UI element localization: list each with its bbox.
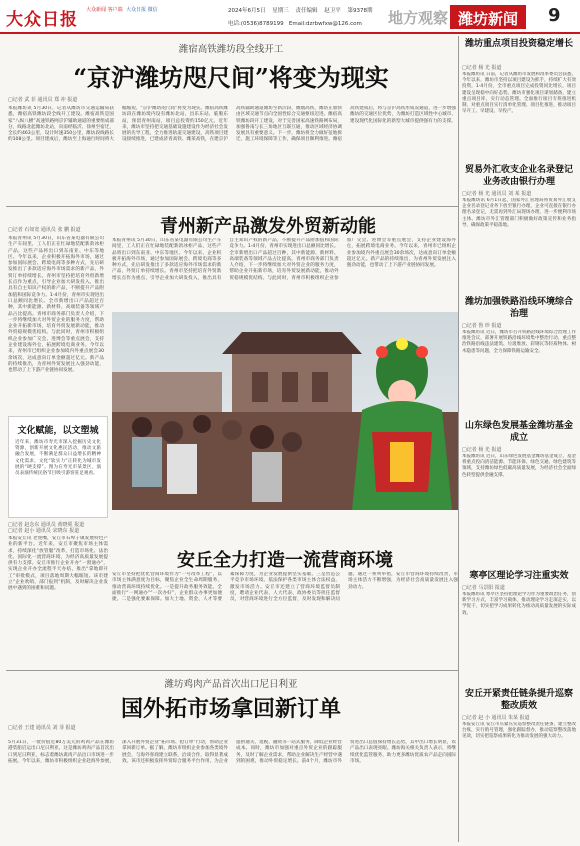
article5-body: 5月31日，一批价值近80万美元的鸡肉产品在潍坊港装船启运出口尼日利亚，这是潍坊鸡肉产品首次出口到尼日利亚，标志着潍坊禽肉产品出口市场进一步拓展。今年以来，潍坊市积极组织企业赴海外参展，深入开展外贸企业“拓市场、抢订单”行动，帮助企业拿回新订单。据了解，潍坊市组织企业参加各类境外展会，与海外客商建立联系，洽谈合作，取得显著成效。该市还积极发挥外贸综合服务平台作用，为企业提供通关、退税、融资等一站式服务，降低企业经营成本。同时，潍坊市加强对重点外贸企业的跟踪服务，及时了解企业需求，帮助企业解决生产经营中遇到的困难，推动外贸稳定增长。前4个月，潍坊市外贸进出口总值保持增长态势，其中出口增长明显，农产品出口表现亮眼。潍坊海关相关负责人表示，将继续优化监管服务，助力更多潍坊优质农产品走向国际市场。 bbox=[8, 740, 456, 764]
section-label-secondary: 地方观察 bbox=[388, 9, 449, 27]
right-item-2-title: 贸易外汇收支企业名录登记业务改由银行办理 bbox=[464, 165, 573, 187]
right-item-5-byline: □记者 马景阳 报道 bbox=[462, 585, 505, 591]
right-item-3-title: 潍坊加强铁路沿线环境综合治理 bbox=[464, 297, 573, 319]
issue-info bbox=[228, 6, 373, 14]
issue-date: 2024年6月5日 bbox=[228, 8, 266, 14]
article3-byline: □记者 赵小 通讯员 宋晓东 报道 bbox=[8, 528, 80, 534]
photo-credit: □记者 赵念东 通讯员 黄晓冕 报道 bbox=[8, 522, 85, 528]
contact-info bbox=[228, 19, 362, 27]
photo-caption-box bbox=[8, 416, 108, 518]
article4-body: 安丘市坚持把优化营商环境作为“一号改革工程”，以市场主体满意度为目标，聚焦企业全生命周期服务，推动营商环境持续优化。一是提升政务服务效能。全面推行“一网通办”“一次办好”，企业群众办事更加便捷。二是强化要素保障。加大土地、资金、人才等要素保障力度，为企业发展提供坚实基础。三是营造公平竞争市场环境。依法保护各类市场主体合法权益，激发市场活力。安丘市还建立了营商环境监督员制度，聘请企业代表、人大代表、政协委员等担任监督员，对营商环境进行全方位监督，及时发现和解决问题。通过一系列举措，安丘市营商环境持续改善，市场主体活力不断增强，为经济社会高质量发展注入强劲动力。 bbox=[112, 572, 458, 603]
article2-byline: □记者 石如宽 通讯员 张 鹏 报道 bbox=[8, 227, 81, 233]
article5-kicker: 潍坊鸡肉产品首次出口尼日利亚 bbox=[164, 679, 298, 690]
contact-phone: 电话:(0536)8789199 bbox=[228, 21, 284, 27]
article4-headline: 安丘全力打造一流营商环境 bbox=[177, 550, 393, 571]
column-divider bbox=[458, 36, 459, 842]
section-label: 潍坊新闻 bbox=[450, 5, 526, 29]
issue-edition: 第9378期 bbox=[347, 8, 373, 14]
article2-body-col1: 本报青州讯 5月30日，山东省某电器有限公司生产车间里，工人们正在忙碌地装配新款冰柜产品，这些产品将出口到东南亚、中东等地区。今年以来，企业积极开拓海外市场，通过参加国际展会、跨境电商等多种方式，先后研发推出了多款适应海外市场需求的新产品，外贸订单持续增长。青州市坚持把培育外贸新增长点作为重点，引导企业加大研发投入，推出具有自主知识产权的新产品，不断提升产品附加值和国际竞争力。1-4月份，青州市实现进出口总额同比增长。全市新增出口产品超过百种，其中新能源、新材料、高端装备等领域产品占比提高。青州市商务部门负责人介绍，下一步将继续加大对外贸企业的服务力度，帮助企业开拓新市场，培育外贸发展新动能，推动外贸稳规模优结构。与此同时，青州市积极组织企业参加广交会、进博会等重点展会，支持企业建设海外仓，拓展跨境电商业务。今年以来，青州市已组织企业参加境内外重点展会30余场次，达成意向订单金额超过亿元。新产品的持续推出，为青州外贸发展注入强劲动能，也带动了上下游产业链协同发展。 bbox=[8, 236, 104, 374]
article2-body: 本报青州讯 5月30日，山东省某电器有限公司生产车间里，工人们正在忙碌地装配新款冰柜产品，这些产品将出口到东南亚、中东等地区。今年以来，企业积极开拓海外市场，通过参加国际展会、跨境电商等多种方式，先后研发推出了多款适应海外市场需求的新产品，外贸订单持续增长。青州市坚持把培育外贸新增长点作为重点，引导企业加大研发投入，推出具有自主知识产权的新产品，不断提升产品附加值和国际竞争力。1-4月份，青州市实现进出口总额同比增长。全市新增出口产品超过百种，其中新能源、新材料、高端装备等领域产品占比提高。青州市商务部门负责人介绍，下一步将继续加大对外贸企业的服务力度，帮助企业开拓新市场，培育外贸发展新动能，推动外贸稳规模优结构。与此同时，青州市积极组织企业参加广交会、进博会等重点展会，支持企业建设海外仓，拓展跨境电商业务。今年以来，青州市已组织企业参加境内外重点展会30余场次，达成意向订单金额超过亿元。新产品的持续推出，为青州外贸发展注入强劲动能，也带动了上下游产业链协同发展。 bbox=[112, 238, 456, 281]
festival-photo-illustration bbox=[112, 312, 458, 510]
divider bbox=[6, 206, 458, 207]
right-item-2-byline: □记者 杨 光 通讯员 刘 某 报道 bbox=[462, 191, 532, 197]
right-item-3-byline: □记者 鲁 珍 报道 bbox=[462, 323, 502, 329]
app-badge: 大众新闻 客户端 bbox=[86, 7, 123, 13]
right-item-6-byline: □记者 赵 小 通讯员 朱某 报道 bbox=[462, 715, 530, 721]
right-item-6-title: 安丘开紧责任链条提升巡察整改质效 bbox=[464, 689, 573, 711]
article3-body: 本报安丘讯 老虎嘴，安丘市石埠子镇发展特色产业的新平台。近年来，安丘市聚焦市场主体需求，持续深化“放管服”改革，打造市场化、法治化、国际化一流营商环境，为经济高质量发展提供有力支撑。安丘市推行企业开办“一窗通办”，实现企业开办全流程半天办结，推出“拿地即开工”审批模式，项目落地周期大幅缩短。该市建立“企业吹哨、部门报到”机制，及时解决企业发展中遇到的困难和问题。 bbox=[8, 536, 108, 592]
issue-weekday: 星期三 bbox=[272, 8, 289, 14]
contact-email: Email:dzrbwfxw@126.com bbox=[288, 21, 362, 27]
right-item-2-body: 本报潍坊讯 6月1日起，国家外汇管理局将贸易外汇收支企业名录登记业务下放至银行办理，企业可直接在银行办理名录登记，无需再到外汇局现场办理，进一步便利市场主体。潍坊市外汇管理部门积极做好政策宣传和业务指导，确保政策平稳落地。 bbox=[462, 198, 576, 228]
right-item-1-title: 潍坊重点项目投资稳定增长 bbox=[464, 39, 573, 49]
festival-photo bbox=[112, 312, 458, 510]
right-item-4-title: 山东绿色发展基金潍坊基金成立 bbox=[464, 421, 573, 443]
wechat-badge: 大众日报 微信 bbox=[126, 7, 158, 13]
photo-caption-title: 文化赋能，以文塑城 bbox=[17, 426, 99, 436]
right-item-1-body: 本报潍坊讯 日前，记者从潍坊市发展和改革委员会获悉，今年以来，潍坊市坚持以项目建设为抓手，持续扩大有效投资，1-4月份，全市重点项目完成投资同比增长，项目建设呈现稳中向好态势。潍坊市强化项目谋划储备，建立重点项目库，实行动态管理。全面推行项目专班推进机制，对重点项目实行清单化管理、项目化推进，推动项目早开工、早建设、早投产。 bbox=[462, 72, 576, 115]
article1-byline: □记者 武 菲 通讯员 郑 冲 报道 bbox=[8, 97, 78, 103]
article5-headline: 国外拓市场拿回新订单 bbox=[120, 696, 341, 722]
article1-headline: “京沪潍坊咫尺间”将变为现实 bbox=[73, 63, 389, 92]
right-item-4-body: 本报潍坊讯 近日，山东绿色发展基金潍坊基金成立，基金将重点投向清洁能源、节能环保、绿色交通、绿色建筑等领域，支持潍坊绿色低碳高质量发展，为经济社会全面绿色转型提供金融支撑。 bbox=[462, 454, 576, 478]
right-item-3-body: 本报潍坊讯 近日，潍坊市召开铁路沿线环境综合治理工作推进会议，部署开展铁路沿线环境集中整治行动，重点整治铁路沿线违法建筑、垃圾堆放、彩钢瓦等轻质物体、树木隐患等问题，全力保障铁路运输安全。 bbox=[462, 330, 576, 354]
right-item-5-title: 寒亭区理论学习注重实效 bbox=[469, 571, 569, 581]
right-item-5-body: 本报潍坊讯 寒亭区坚持把理论学习作为重要政治任务，创新学习方式，丰富学习载体，推动理论学习走深走实，以学促干，切实把学习成果转化为推动高质量发展的实际成效。 bbox=[462, 592, 576, 616]
newspaper-logo: 大众日报 bbox=[6, 10, 78, 30]
article2-headline: 青州新产品激发外贸新动能 bbox=[160, 216, 376, 237]
right-item-1-byline: □记者 杨 光 报道 bbox=[462, 65, 502, 71]
right-item-4-byline: □记者 杨 光 报道 bbox=[462, 447, 502, 453]
article5-byline: □记者 王建 通讯员 刘 菲 报道 bbox=[8, 725, 76, 731]
article1-kicker: 潍宿高铁潍坊段全线开工 bbox=[178, 44, 284, 55]
right-item-6-body: 本报安丘讯 安丘市压紧压实巡察整改责任链条，建立整改台账，实行销号管理，强化跟踪督办，推动巡察整改落地见效，切实把巡察成果转化为推动发展的强大动力。 bbox=[462, 722, 576, 740]
divider bbox=[6, 670, 458, 671]
masthead bbox=[0, 0, 580, 34]
issue-editor: 责任编辑 赵卫平 bbox=[295, 8, 341, 14]
article1-body: 本报潍坊讯 5月30日，记者从潍坊市交通运输局获悉，潍宿高铁潍坊段全线开工建设。潍宿高铁是国家“八纵八横”高速铁路网京沪辅助通道的重要组成部分，线路北起潍坊北站，向南经临沂、徐州至宿迁，全长约463公里，设计时速350公里，潍坊段线路长约108公里。项目建成后，潍坊至上海通行时间将大幅缩短，“京沪潍坊咫尺间”将变为现实。潍宿高铁潍坊段在潍坊境内设有潍坊北站、昌乐东站、临朐东站，预留青州南站，项目总投资约150亿元。近年来，潍坊市坚持把交通基础设施建设作为经济社会发展的先导工程，全力推进轨道交通建设，高铁项目建设接续推进，已建成济青高铁、潍莱高铁，在建京沪高铁辅助通道潍坊至新沂段、潍烟高铁，潍坊正加快由区域交通节点向全国性综合交通枢纽迈进。潍宿高铁潍坊段开工建设，对于完善国家高速铁路网布局，加强鲁南与长三角地区互联互通，推动区域经济协调发展具有重要意义。下一步，潍坊将全力做好征地拆迁、施工环境保障等工作，确保项目顺利推进。潍宿高铁建成后，将与京沪高铁形成双通道，进一步增强潍坊的交通区位优势，为潍坊打造区域性中心城市、建设现代化国际化的新型大城市提供强有力的支撑。 bbox=[8, 106, 456, 143]
page-number: 9 bbox=[548, 5, 561, 26]
photo-caption-text: 近年来，潍坊市寿光市深入挖掘历史文化资源，创新开展文化惠民活动，推动文旅融合发展，不断满足群众日益增长的精神文化需求，文化“软实力”正转化为城市发展的“硬支撑”。图为在寿光市某景区，演员表演传统民俗节目吸引游客驻足观看。 bbox=[15, 440, 101, 477]
